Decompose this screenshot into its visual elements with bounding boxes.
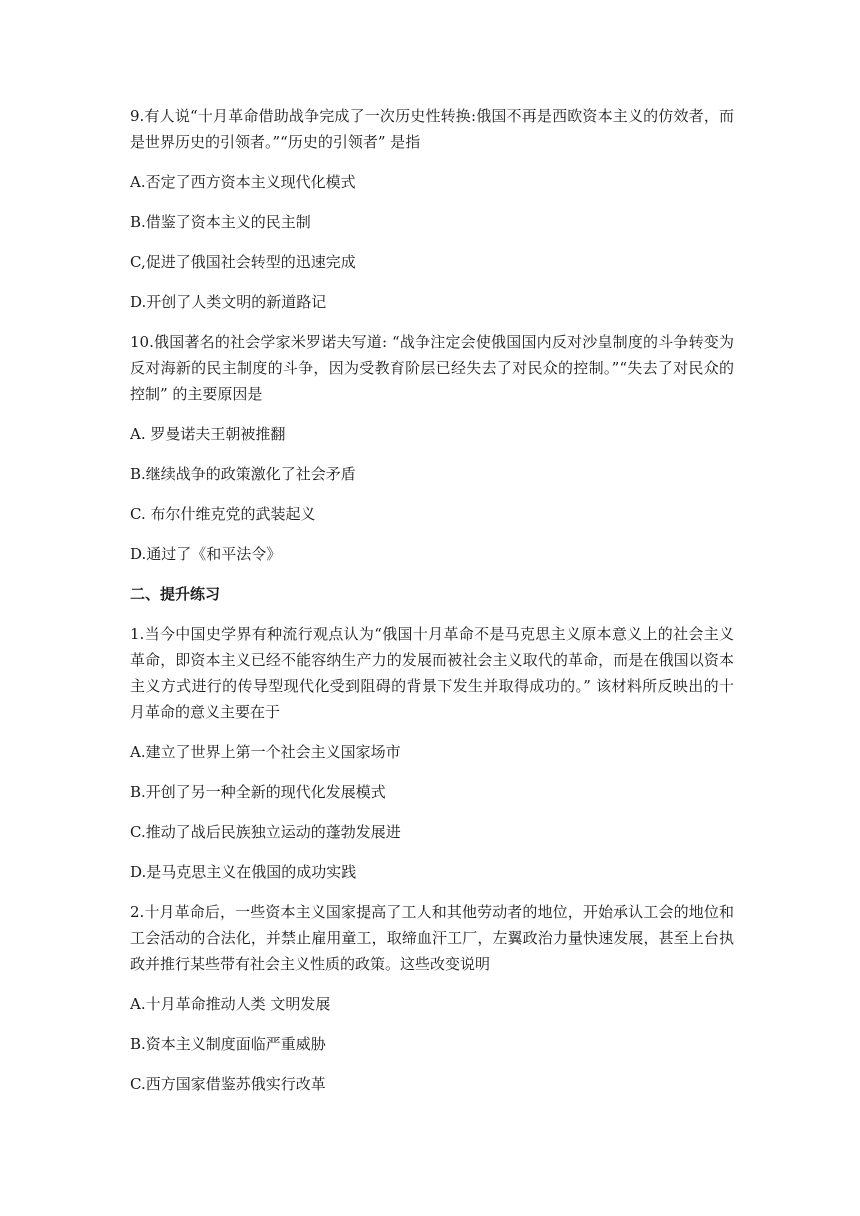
option-b: B.借鉴了资本主义的民主制 [130,213,311,231]
question-stem: 2.十月革命后，一些资本主义国家提高了工人和其他劳动者的地位，开始承认工会的地位和工会活动的合法化，并禁止雇用童工，取缔血汗工厂，左翼政治力量快速发展，甚至上台执政并推行某些带有社会主义性质的政策。这些改变说明 [130,903,734,973]
section-title: 二、提升练习 [130,585,221,603]
option-a: A.建立了世界上第一个社会主义国家场市 [130,743,401,761]
question-2 [130,899,734,1097]
document-page [130,103,734,1111]
option-d: D.是马克思主义在俄国的成功实践 [130,863,357,881]
option-d: D.开创了人类文明的新道路记 [130,293,327,311]
question-stem: 9.有人说“十月革命借助战争完成了一次历史性转换:俄国不再是西欧资本主义的仿效者，而是世界历史的引领者。”“历史的引领者” 是指 [130,107,734,151]
question-stem: 1.当今中国史学界有种流行观点认为“俄国十月革命不是马克思主义原本意义上的社会主义革命，即资本主义已经不能容纳生产力的发展而被社会主义取代的革命，而是在俄国以资本主义方式进行的传导型现代化受到阻碍的背景下发生并取得成功的。” 该材料所反映出的十月革命的意义主要在于 [130,625,734,721]
option-c: C.西方国家借鉴苏俄实行改革 [130,1075,326,1093]
question-9 [130,103,734,315]
option-c: C,促进了俄国社会转型的迅速完成 [130,253,356,271]
option-b: B.继续战争的政策激化了社会矛盾 [130,465,356,483]
option-c: C.推动了战后民族独立运动的蓬勃发展进 [130,823,401,841]
option-b: B.资本主义制度面临严重威胁 [130,1035,326,1053]
option-a: A.十月革命推动人类 文明发展 [130,995,331,1013]
question-stem: 10.俄国著名的社会学家米罗诺夫写道: “战争注定会使俄国国内反对沙皇制度的斗争转变为反对海新的民主制度的斗争，因为受教育阶层已经失去了对民众的控制。”“失去了对民众的控制” 的主要原因是 [130,333,734,403]
question-10 [130,329,734,567]
option-a: A. 罗曼诺夫王朝被推翻 [130,425,286,443]
option-d: D.通过了《和平法令》 [130,545,282,563]
option-a: A.否定了西方资本主义现代化模式 [130,173,356,191]
option-c: C. 布尔什维克党的武装起义 [130,505,316,523]
option-b: B.开创了另一种全新的现代化发展模式 [130,783,386,801]
question-1 [130,621,734,885]
